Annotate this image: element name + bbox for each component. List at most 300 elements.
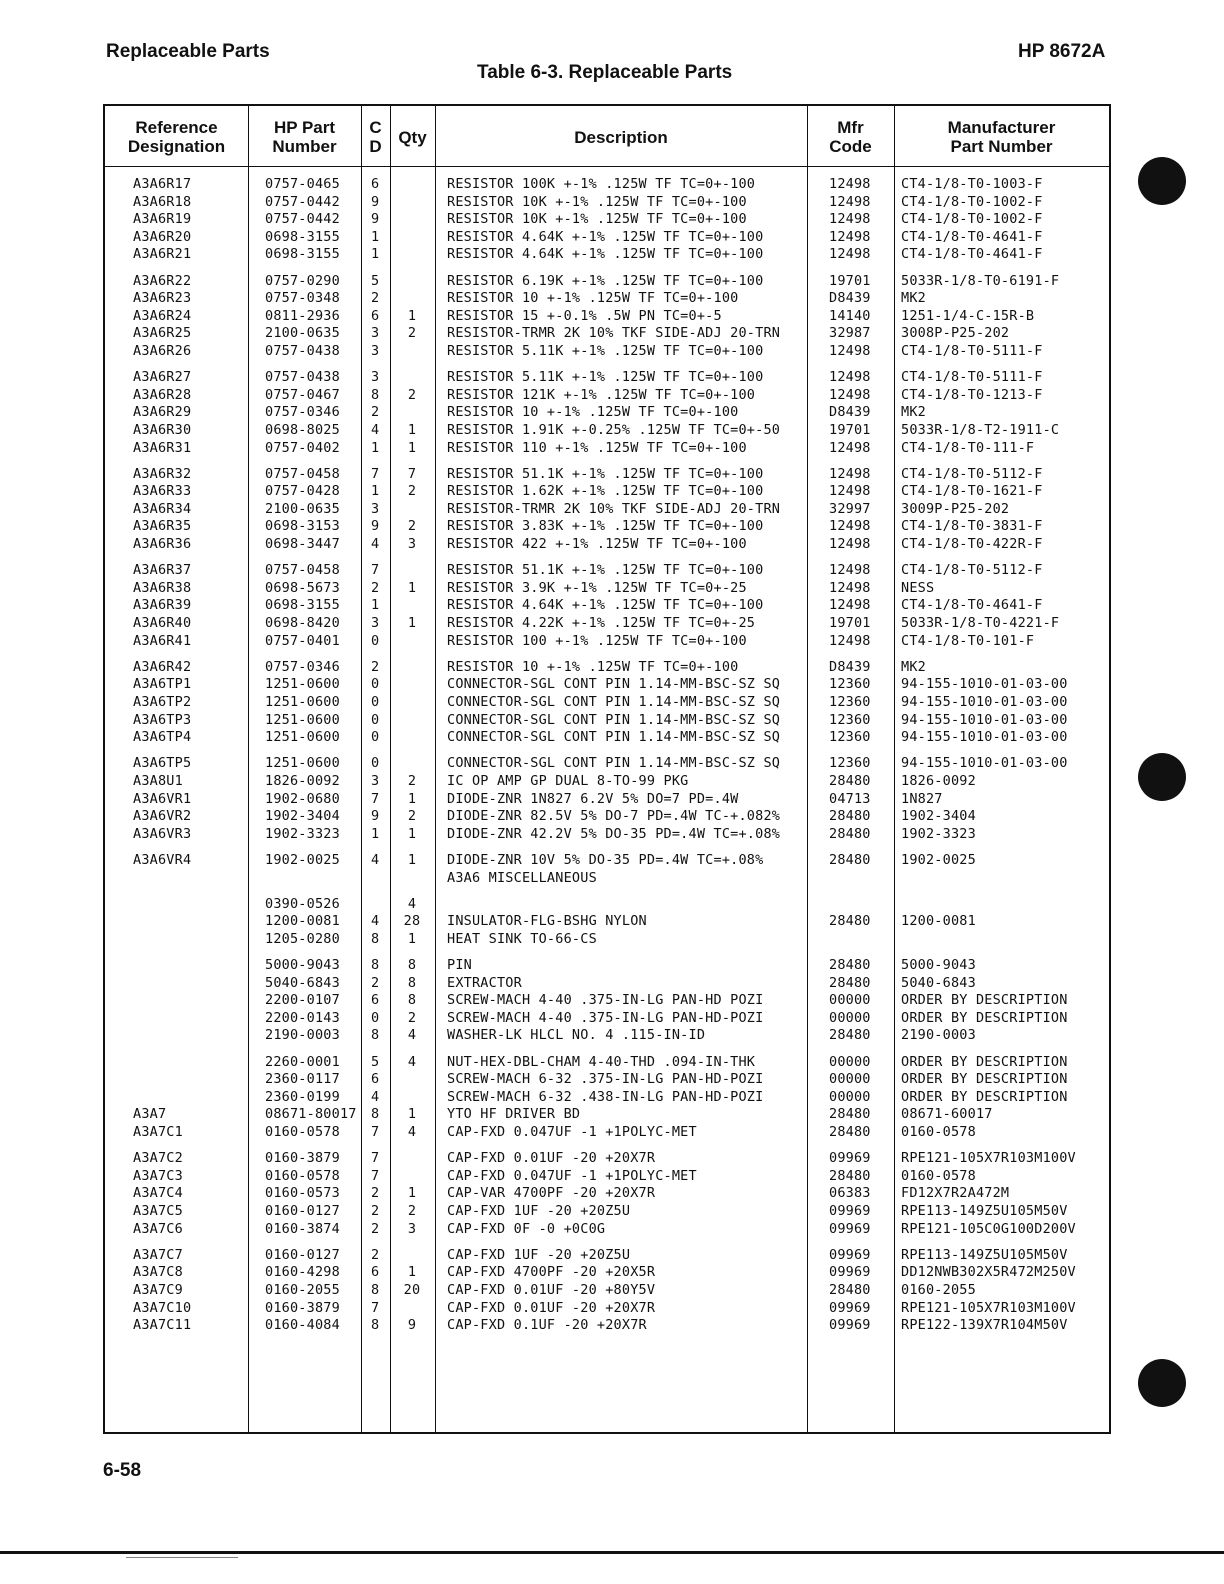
check-digit-cell: 5 [371,272,380,289]
hp-part-number-cell: 0698-3155 [265,228,340,245]
mfr-code-cell: 28480 [829,913,871,930]
mfr-code-cell: 12498 [829,386,871,403]
description-cell: CONNECTOR-SGL CONT PIN 1.14-MM-BSC-SZ SQ [447,694,781,710]
description-cell: HEAT SINK TO-66-CS [447,930,597,947]
manufacturer-part-number-cell: RPE113-149Z5U105M50V [901,1203,1068,1219]
table-row [105,518,1109,536]
check-digit-cell: 9 [371,211,380,228]
hp-part-number-cell: 0160-3879 [265,1150,340,1167]
manufacturer-part-number-cell: RPE113-149Z5U105M50V [901,1246,1068,1263]
mfr-code-cell: 14140 [829,307,871,324]
manufacturer-part-number-cell: 1902-3323 [901,825,976,842]
check-digit-cell: 7 [371,790,380,807]
hp-part-number-cell: 1251-0600 [265,711,340,728]
table-row [105,562,1109,580]
mfr-code-cell: 12498 [829,246,871,263]
quantity-cell: 1 [407,307,417,324]
mfr-code-cell: 12360 [829,729,871,746]
table-row [105,773,1109,791]
description-cell: IC OP AMP GP DUAL 8-TO-99 PKG [447,772,689,789]
check-digit-cell: 2 [371,579,380,596]
reference-designation-cell: A3A6R30 [133,421,192,438]
margin-change-bullet [1138,157,1186,205]
quantity-cell: 1 [407,1106,417,1123]
check-digit-cell: 6 [371,176,380,192]
manufacturer-part-number-cell: 94-155-1010-01-03-00 [901,729,1068,746]
check-digit-cell: 3 [371,342,380,359]
hp-part-number-cell: 1251-0600 [265,729,340,746]
hp-part-number-cell: 0757-0402 [265,439,340,456]
reference-designation-cell: A3A7C11 [133,1317,192,1334]
hp-part-number-cell: 0698-8025 [265,421,340,438]
reference-designation-cell: A3A6R27 [133,369,192,386]
hp-part-number-cell: 1251-0600 [265,755,340,772]
check-digit-cell: 1 [371,483,380,500]
quantity-cell: 1 [407,421,417,438]
manufacturer-part-number-cell: 5040-6843 [901,974,976,991]
mfr-code-cell: 00000 [829,1009,871,1026]
table-row [105,211,1109,229]
mfr-code-cell: 12498 [829,369,871,386]
table-row [105,729,1109,747]
mfr-code-cell: 04713 [829,790,871,807]
description-cell: RESISTOR 10K +-1% .125W TF TC=0+-100 [447,193,747,210]
description-cell: EXTRACTOR [447,974,522,991]
quantity-cell: 8 [407,957,417,974]
hp-part-number-cell: 1251-0600 [265,694,340,710]
hp-part-number-cell: 2190-0003 [265,1027,340,1044]
table-row [105,1150,1109,1168]
manufacturer-part-number-cell: 0160-0578 [901,1124,976,1141]
row-group [105,896,1109,949]
column-header-manufacturer-part-number: Manufacturer Part Number [947,118,1056,156]
quantity-cell: 3 [407,1220,417,1237]
row-group [105,1150,1109,1238]
check-digit-cell: 1 [371,228,380,245]
mfr-code-cell: D8439 [829,404,871,421]
description-cell: SCREW-MACH 6-32 .375-IN-LG PAN-HD-POZI [447,1071,764,1088]
row-group [105,659,1109,747]
row-group [105,176,1109,264]
column-header-reference-designation: Reference Designation [127,118,226,156]
description-cell: RESISTOR 5.11K +-1% .125W TF TC=0+-100 [447,369,764,386]
manufacturer-part-number-cell: CT4-1/8-T0-5111-F [901,342,1043,359]
hp-part-number-cell: 0160-0127 [265,1246,340,1263]
hp-part-number-cell: 0698-3155 [265,597,340,614]
description-cell: CAP-FXD 0F -0 +0C0G [447,1220,606,1237]
row-group [105,562,1109,650]
check-digit-cell: 2 [371,404,380,421]
table-row [105,580,1109,598]
mfr-code-cell: 09969 [829,1150,871,1167]
table-row [105,176,1109,194]
mfr-code-cell: 00000 [829,1088,871,1105]
mfr-code-cell: 28480 [829,851,871,868]
quantity-cell: 20 [403,1281,421,1298]
check-digit-cell: 3 [371,369,380,386]
header-divider [105,166,1109,167]
check-digit-cell: 0 [371,632,380,649]
description-cell: CAP-FXD 0.01UF -20 +20X7R [447,1299,656,1316]
check-digit-cell: 2 [371,1246,380,1263]
check-digit-cell: 2 [371,974,380,991]
quantity-cell: 2 [407,483,417,500]
check-digit-cell: 9 [371,193,380,210]
table-row [105,369,1109,387]
hp-part-number-cell: 0757-0442 [265,211,340,228]
table-row [105,1300,1109,1318]
description-cell: RESISTOR 110 +-1% .125W TF TC=0+-100 [447,439,747,456]
description-cell: INSULATOR-FLG-BSHG NYLON [447,913,647,930]
manufacturer-part-number-cell: 1826-0092 [901,772,976,789]
reference-designation-cell: A3A6TP1 [133,676,192,693]
running-header-model: HP 8672A [1018,41,1106,62]
table-row [105,931,1109,949]
mfr-code-cell: 09969 [829,1220,871,1237]
reference-designation-cell: A3A6R19 [133,211,192,228]
table-row [105,852,1109,870]
check-digit-cell: 8 [371,930,380,947]
quantity-cell: 1 [407,1264,417,1281]
mfr-code-cell: 28480 [829,772,871,789]
page-number: 6-58 [103,1460,142,1481]
mfr-code-cell: 32987 [829,325,871,342]
check-digit-cell: 8 [371,1317,380,1334]
reference-designation-cell: A3A6VR1 [133,790,192,807]
description-cell: CONNECTOR-SGL CONT PIN 1.14-MM-BSC-SZ SQ [447,676,781,693]
description-cell: CAP-FXD 0.1UF -20 +20X7R [447,1317,647,1334]
mfr-code-cell: 09969 [829,1317,871,1334]
mfr-code-cell: 00000 [829,992,871,1009]
table-row [105,826,1109,844]
table-row [105,1247,1109,1265]
mfr-code-cell: 12498 [829,193,871,210]
description-cell: SCREW-MACH 6-32 .438-IN-LG PAN-HD-POZI [447,1088,764,1105]
column-header-mfr-code: Mfr Code [829,118,872,156]
hp-part-number-cell: 2200-0143 [265,1009,340,1026]
manufacturer-part-number-cell: 1N827 [901,790,943,807]
reference-designation-cell: A3A7C3 [133,1167,183,1184]
mfr-code-cell: 28480 [829,1124,871,1141]
quantity-cell: 1 [407,790,417,807]
quantity-cell: 2 [407,325,417,342]
hp-part-number-cell: 0757-0438 [265,369,340,386]
mfr-code-cell: 28480 [829,808,871,825]
table-row [105,536,1109,554]
check-digit-cell: 1 [371,246,380,263]
description-cell: WASHER-LK HLCL NO. 4 .115-IN-ID [447,1027,706,1044]
reference-designation-cell: A3A6VR4 [133,851,192,868]
hp-part-number-cell: 0757-0465 [265,176,340,192]
mfr-code-cell: 32997 [829,500,871,517]
quantity-cell: 2 [407,518,417,535]
mfr-code-cell: 19701 [829,272,871,289]
description-cell: RESISTOR 10 +-1% .125W TF TC=0+-100 [447,658,739,675]
table-row [105,712,1109,730]
table-row [105,1106,1109,1124]
reference-designation-cell: A3A7C5 [133,1203,183,1219]
description-cell: A3A6 MISCELLANEOUS [447,869,597,886]
bottom-rule-accent [126,1557,238,1558]
table-row [105,1027,1109,1045]
mfr-code-cell: 28480 [829,957,871,974]
description-cell: RESISTOR 5.11K +-1% .125W TF TC=0+-100 [447,342,764,359]
description-cell: DIODE-ZNR 42.2V 5% DO-35 PD=.4W TC=+.08% [447,825,781,842]
check-digit-cell: 7 [371,1299,380,1316]
manufacturer-part-number-cell: DD12NWB302X5R472M250V [901,1264,1076,1281]
table-row [105,229,1109,247]
description-cell: RESISTOR 422 +-1% .125W TF TC=0+-100 [447,536,747,553]
description-cell: RESISTOR 4.64K +-1% .125W TF TC=0+-100 [447,597,764,614]
table-row [105,1203,1109,1221]
table-row [105,755,1109,773]
check-digit-cell: 3 [371,325,380,342]
quantity-cell: 1 [407,439,417,456]
manufacturer-part-number-cell: 1902-3404 [901,808,976,825]
reference-designation-cell: A3A6R25 [133,325,192,342]
description-cell: YTO HF DRIVER BD [447,1106,581,1123]
check-digit-cell: 7 [371,1150,380,1167]
quantity-cell: 8 [407,992,417,1009]
hp-part-number-cell: 0160-0578 [265,1124,340,1141]
manufacturer-part-number-cell: 1902-0025 [901,851,976,868]
check-digit-cell: 7 [371,465,380,482]
manufacturer-part-number-cell: CT4-1/8-T0-5112-F [901,562,1043,579]
description-cell: DIODE-ZNR 1N827 6.2V 5% DO=7 PD=.4W [447,790,739,807]
mfr-code-cell: 09969 [829,1246,871,1263]
mfr-code-cell: 12498 [829,536,871,553]
table-row [105,343,1109,361]
manufacturer-part-number-cell: MK2 [901,290,926,307]
reference-designation-cell: A3A6TP3 [133,711,192,728]
column-header-check-digit: C D [369,118,382,156]
description-cell: CAP-FXD 0.047UF -1 +1POLYC-MET [447,1167,697,1184]
manufacturer-part-number-cell: 5033R-1/8-T0-6191-F [901,272,1060,289]
hp-part-number-cell: 0698-3153 [265,518,340,535]
manufacturer-part-number-cell: CT4-1/8-T0-1002-F [901,211,1043,228]
description-cell: RESISTOR-TRMR 2K 10% TKF SIDE-ADJ 20-TRN [447,325,781,342]
manufacturer-part-number-cell: CT4-1/8-T0-1002-F [901,193,1043,210]
mfr-code-cell: 28480 [829,1281,871,1298]
hp-part-number-cell: 0390-0526 [265,895,340,912]
margin-change-bullet [1138,753,1186,801]
description-cell: RESISTOR 121K +-1% .125W TF TC=0+-100 [447,386,756,403]
reference-designation-cell: A3A6R36 [133,536,192,553]
reference-designation-cell: A3A6R35 [133,518,192,535]
check-digit-cell: 8 [371,386,380,403]
quantity-cell: 4 [407,895,417,912]
manufacturer-part-number-cell: 0160-0578 [901,1167,976,1184]
reference-designation-cell: A3A6R18 [133,193,192,210]
description-cell: CAP-FXD 0.047UF -1 +1POLYC-MET [447,1124,697,1141]
mfr-code-cell: 28480 [829,1167,871,1184]
hp-part-number-cell: 1251-0600 [265,676,340,693]
manufacturer-part-number-cell: ORDER BY DESCRIPTION [901,1071,1068,1088]
table-row [105,483,1109,501]
manufacturer-part-number-cell: RPE121-105X7R103M100V [901,1150,1076,1167]
check-digit-cell: 0 [371,1009,380,1026]
description-cell: RESISTOR 10 +-1% .125W TF TC=0+-100 [447,290,739,307]
manufacturer-part-number-cell: ORDER BY DESCRIPTION [901,992,1068,1009]
mfr-code-cell: 00000 [829,1071,871,1088]
quantity-cell: 9 [407,1317,417,1334]
manufacturer-part-number-cell: MK2 [901,404,926,421]
table-row [105,501,1109,519]
quantity-cell: 2 [407,1009,417,1026]
reference-designation-cell: A3A6R26 [133,342,192,359]
reference-designation-cell: A3A8U1 [133,772,183,789]
mfr-code-cell: 00000 [829,1053,871,1070]
table-row [105,404,1109,422]
quantity-cell: 1 [407,851,417,868]
reference-designation-cell: A3A7C8 [133,1264,183,1281]
check-digit-cell: 5 [371,1053,380,1070]
hp-part-number-cell: 0160-0127 [265,1203,340,1219]
check-digit-cell: 4 [371,1088,380,1105]
mfr-code-cell: D8439 [829,658,871,675]
check-digit-cell: 0 [371,755,380,772]
check-digit-cell: 9 [371,518,380,535]
row-group [105,957,1109,1045]
hp-part-number-cell: 1902-0025 [265,851,340,868]
table-row [105,1071,1109,1089]
description-cell: RESISTOR 4.64K +-1% .125W TF TC=0+-100 [447,246,764,263]
description-cell: SCREW-MACH 4-40 .375-IN-LG PAN-HD POZI [447,992,764,1009]
manufacturer-part-number-cell: 94-155-1010-01-03-00 [901,694,1068,710]
description-cell: RESISTOR-TRMR 2K 10% TKF SIDE-ADJ 20-TRN [447,500,781,517]
reference-designation-cell: A3A6R24 [133,307,192,324]
manufacturer-part-number-cell: CT4-1/8-T0-1213-F [901,386,1043,403]
manufacturer-part-number-cell: 3009P-P25-202 [901,500,1010,517]
hp-part-number-cell: 1902-0680 [265,790,340,807]
reference-designation-cell: A3A6R38 [133,579,192,596]
column-header-hp-part-number: HP Part Number [272,118,337,156]
quantity-cell: 2 [407,1203,417,1219]
description-cell: RESISTOR 3.83K +-1% .125W TF TC=0+-100 [447,518,764,535]
quantity-cell: 2 [407,386,417,403]
table-row [105,615,1109,633]
table-row [105,440,1109,458]
row-group [105,852,1109,887]
mfr-code-cell: 28480 [829,974,871,991]
reference-designation-cell: A3A6R29 [133,404,192,421]
check-digit-cell: 0 [371,676,380,693]
description-cell: CAP-FXD 0.01UF -20 +80Y5V [447,1281,656,1298]
table-row [105,290,1109,308]
check-digit-cell: 2 [371,1185,380,1202]
description-cell: RESISTOR 100 +-1% .125W TF TC=0+-100 [447,632,747,649]
check-digit-cell: 0 [371,694,380,710]
quantity-cell: 3 [407,536,417,553]
hp-part-number-cell: 0160-2055 [265,1281,340,1298]
check-digit-cell: 8 [371,957,380,974]
manufacturer-part-number-cell: 94-155-1010-01-03-00 [901,676,1068,693]
table-row [105,466,1109,484]
manufacturer-part-number-cell: 2190-0003 [901,1027,976,1044]
reference-designation-cell: A3A6R21 [133,246,192,263]
hp-part-number-cell: 0160-3874 [265,1220,340,1237]
table-row [105,1010,1109,1028]
manufacturer-part-number-cell: FD12X7R2A472M [901,1185,1010,1202]
reference-designation-cell: A3A6TP4 [133,729,192,746]
mfr-code-cell: 19701 [829,615,871,632]
manufacturer-part-number-cell: 1200-0081 [901,913,976,930]
replaceable-parts-table [103,104,1111,1434]
hp-part-number-cell: 0757-0467 [265,386,340,403]
table-row [105,676,1109,694]
hp-part-number-cell: 1826-0092 [265,772,340,789]
reference-designation-cell: A3A6VR2 [133,808,192,825]
description-cell: RESISTOR 10K +-1% .125W TF TC=0+-100 [447,211,747,228]
hp-part-number-cell: 2200-0107 [265,992,340,1009]
check-digit-cell: 7 [371,1124,380,1141]
manufacturer-part-number-cell: RPE121-105C0G100D200V [901,1220,1076,1237]
check-digit-cell: 6 [371,1071,380,1088]
description-cell: CAP-FXD 4700PF -20 +20X5R [447,1264,656,1281]
row-group [105,1054,1109,1142]
reference-designation-cell: A3A6TP5 [133,755,192,772]
reference-designation-cell: A3A6R23 [133,290,192,307]
mfr-code-cell: 12498 [829,579,871,596]
reference-designation-cell: A3A7C9 [133,1281,183,1298]
column-header-qty: Qty [398,127,427,147]
mfr-code-cell: 12498 [829,632,871,649]
hp-part-number-cell: 2100-0635 [265,325,340,342]
mfr-code-cell: D8439 [829,290,871,307]
check-digit-cell: 4 [371,536,380,553]
hp-part-number-cell: 08671-80017 [265,1106,357,1123]
reference-designation-cell: A3A6R22 [133,272,192,289]
reference-designation-cell: A3A6R40 [133,615,192,632]
description-cell: DIODE-ZNR 82.5V 5% DO-7 PD=.4W TC-+.082% [447,808,781,825]
check-digit-cell: 2 [371,1203,380,1219]
description-cell: RESISTOR 4.64K +-1% .125W TF TC=0+-100 [447,228,764,245]
table-row [105,791,1109,809]
quantity-cell: 2 [407,772,417,789]
table-row [105,1168,1109,1186]
manufacturer-part-number-cell: MK2 [901,658,926,675]
hp-part-number-cell: 0757-0348 [265,290,340,307]
check-digit-cell: 1 [371,825,380,842]
description-cell: RESISTOR 3.9K +-1% .125W TF TC=0+-25 [447,579,747,596]
hp-part-number-cell: 1200-0081 [265,913,340,930]
hp-part-number-cell: 0160-3879 [265,1299,340,1316]
hp-part-number-cell: 0160-4084 [265,1317,340,1334]
reference-designation-cell: A3A6R20 [133,228,192,245]
hp-part-number-cell: 0698-3447 [265,536,340,553]
table-row [105,992,1109,1010]
check-digit-cell: 8 [371,1027,380,1044]
mfr-code-cell: 09969 [829,1264,871,1281]
check-digit-cell: 8 [371,1281,380,1298]
manufacturer-part-number-cell: ORDER BY DESCRIPTION [901,1053,1068,1070]
hp-part-number-cell: 1902-3323 [265,825,340,842]
hp-part-number-cell: 0757-0346 [265,404,340,421]
description-cell: RESISTOR 51.1K +-1% .125W TF TC=0+-100 [447,562,764,579]
quantity-cell: 1 [407,825,417,842]
table-row [105,273,1109,291]
table-row [105,308,1109,326]
check-digit-cell: 3 [371,500,380,517]
table-row [105,387,1109,405]
check-digit-cell: 7 [371,562,380,579]
description-cell: RESISTOR 1.62K +-1% .125W TF TC=0+-100 [447,483,764,500]
check-digit-cell: 2 [371,290,380,307]
hp-part-number-cell: 0757-0401 [265,632,340,649]
quantity-cell: 4 [407,1027,417,1044]
reference-designation-cell: A3A6R28 [133,386,192,403]
check-digit-cell: 3 [371,615,380,632]
